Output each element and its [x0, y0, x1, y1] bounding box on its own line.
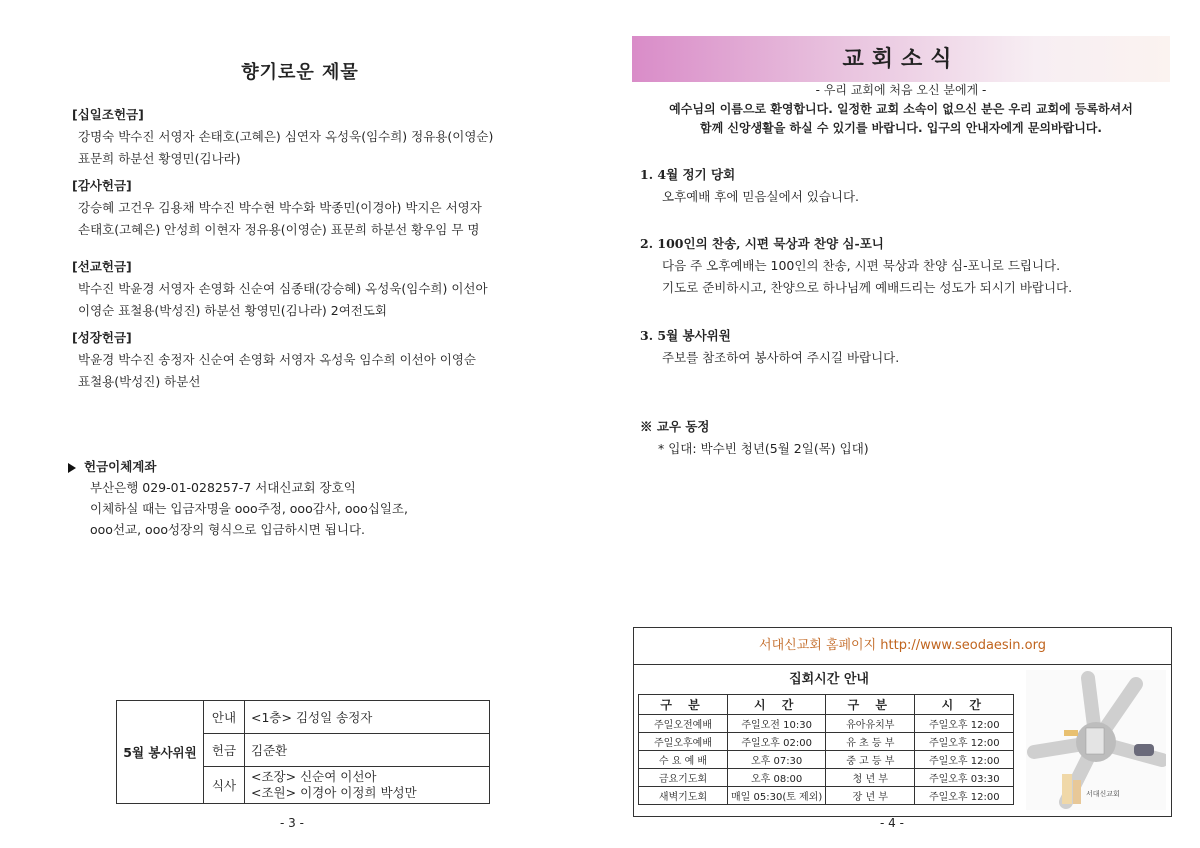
account-heading: 헌금이체계좌: [84, 459, 157, 474]
account-line: ooo선교, ooo성장의 형식으로 입금하시면 됩니다.: [90, 522, 366, 537]
volunteer-names: 김준환: [245, 734, 490, 767]
welcome-line: 함께 신앙생활을 하실 수 있기를 바랍니다. 입구의 안내자에게 문의바랍니다.: [700, 121, 1102, 135]
notice-item: [640, 233, 1180, 299]
church-location-map: [1026, 670, 1166, 810]
table-cell: 유아유치부: [826, 715, 915, 733]
table-cell: 오후 07:30: [728, 751, 826, 769]
notice-line: 오후예배 후에 믿음실에서 있습니다.: [662, 189, 860, 204]
section-heading: [선교헌금]: [72, 259, 132, 274]
page-title-offerings: 향기로운 제물: [241, 62, 359, 83]
homepage-link[interactable]: 서대신교회 홈페이지 http://www.seodaesin.org: [634, 628, 1171, 665]
notice-line: 기도로 준비하시고, 찬양으로 하나님께 예배드리는 성도가 되시기 바랍니다.: [662, 280, 1073, 295]
table-row: [639, 787, 1014, 805]
table-row: [639, 733, 1014, 751]
volunteer-names: [245, 767, 490, 804]
offering-section-growth: [72, 327, 552, 393]
table-cell: 금요기도회: [639, 769, 728, 787]
table-row: [117, 701, 490, 734]
column-header: 시 간: [728, 695, 826, 715]
page-number: - 4 -: [880, 816, 904, 830]
name-line: 박수진 박윤경 서영자 손영화 신순여 심종태(강승혜) 옥성욱(임수희) 이선아: [78, 281, 488, 296]
notice-line: 다음 주 오후예배는 100인의 찬송, 시편 묵상과 찬양 심-포니로 드립니다.: [662, 258, 1061, 273]
table-row: [639, 751, 1014, 769]
church-news-banner: 교회소식: [632, 36, 1170, 82]
section-heading: [성장헌금]: [72, 330, 132, 345]
volunteer-role: 식사: [204, 767, 245, 804]
offering-section-mission: [72, 256, 552, 322]
table-cell: 주일오후 12:00: [915, 715, 1014, 733]
table-header-row: [639, 695, 1014, 715]
volunteer-label: 5월 봉사위원: [117, 701, 204, 804]
table-cell: 중 고 등 부: [826, 751, 915, 769]
table-cell: 주일오후 02:00: [728, 733, 826, 751]
table-cell: 유 초 등 부: [826, 733, 915, 751]
name-line: 손태호(고혜은) 안성희 이현자 정유용(이영순) 표문희 하분선 황우임 무 명: [78, 222, 480, 237]
offering-section-tithe: [72, 104, 552, 170]
volunteer-role: 안내: [204, 701, 245, 734]
table-cell: 새벽기도회: [639, 787, 728, 805]
table-cell: 주일오후 12:00: [915, 787, 1014, 805]
table-cell: 주일오후 03:30: [915, 769, 1014, 787]
name-line: 강명숙 박수진 서영자 손태호(고혜은) 심연자 옥성욱(임수희) 정유용(이영순): [78, 129, 494, 144]
offering-account-info: [68, 456, 408, 540]
column-header: 시 간: [915, 695, 1014, 715]
welcome-subtitle: - 우리 교회에 처음 오신 분에게 -: [815, 83, 987, 97]
volunteer-names-line: <조장> 신순여 이선아: [251, 769, 377, 784]
table-cell: 장 년 부: [826, 787, 915, 805]
map-church-label: 서대신교회: [1086, 790, 1120, 798]
notice-heading: 3. 5월 봉사위원: [640, 328, 731, 343]
column-header: 구 분: [639, 695, 728, 715]
member-news: [640, 416, 1180, 460]
notice-item: [640, 325, 1180, 369]
table-row: [639, 715, 1014, 733]
account-line: 부산은행 029-01-028257-7 서대신교회 장호익: [90, 480, 356, 495]
schedule-title: 집회시간 안내: [789, 672, 869, 687]
column-header: 구 분: [826, 695, 915, 715]
account-line: 이체하실 때는 입금자명을 ooo주정, ooo감사, ooo십일조,: [90, 501, 408, 516]
notice-heading: 2. 100인의 찬송, 시편 묵상과 찬양 심-포니: [640, 236, 884, 251]
volunteer-names: <1층> 김성일 송정자: [245, 701, 490, 734]
table-row: [639, 769, 1014, 787]
table-cell: 주일오후 12:00: [915, 733, 1014, 751]
volunteer-table: [116, 700, 490, 804]
section-heading: [십일조헌금]: [72, 107, 144, 122]
section-heading: [감사헌금]: [72, 178, 132, 193]
name-line: 표문희 하분선 황영민(김나라): [78, 151, 241, 166]
table-cell: 매일 05:30(토 제외): [728, 787, 826, 805]
offering-section-thanks: [72, 175, 552, 241]
table-cell: 주일오전예배: [639, 715, 728, 733]
volunteer-role: 헌금: [204, 734, 245, 767]
page-number: - 3 -: [280, 816, 304, 830]
notice-line: 주보를 참조하여 봉사하여 주시길 바랍니다.: [662, 350, 900, 365]
name-line: 표철용(박성진) 하분선: [78, 374, 201, 389]
name-line: 강승혜 고건우 김용채 박수진 박수현 박수화 박종민(이경아) 박지은 서영자: [78, 200, 482, 215]
name-line: 이영순 표철용(박성진) 하분선 황영민(김나라) 2여전도회: [78, 303, 388, 318]
table-cell: 오후 08:00: [728, 769, 826, 787]
welcome-line: 예수님의 이름으로 환영합니다. 일정한 교회 소속이 없으신 분은 우리 교회에 등록하셔서: [669, 102, 1133, 116]
table-cell: 수 요 예 배: [639, 751, 728, 769]
church-info-box: [633, 627, 1172, 817]
table-cell: 청 년 부: [826, 769, 915, 787]
table-cell: 주일오전 10:30: [728, 715, 826, 733]
member-news-line: * 입대: 박수빈 청년(5월 2일(목) 입대): [658, 441, 869, 456]
triangle-bullet-icon: [68, 463, 76, 473]
notice-heading: 1. 4월 정기 당회: [640, 167, 736, 182]
name-line: 박윤경 박수진 송정자 신순여 손영화 서영자 옥성욱 임수희 이선아 이영순: [78, 352, 477, 367]
service-schedule-table: [638, 694, 1014, 805]
table-cell: 주일오후 12:00: [915, 751, 1014, 769]
table-cell: 주일오후예배: [639, 733, 728, 751]
volunteer-names-line: <조원> 이경아 이정희 박성만: [251, 785, 417, 800]
member-news-heading: ※ 교우 동정: [640, 419, 710, 434]
notice-item: [640, 164, 1180, 208]
